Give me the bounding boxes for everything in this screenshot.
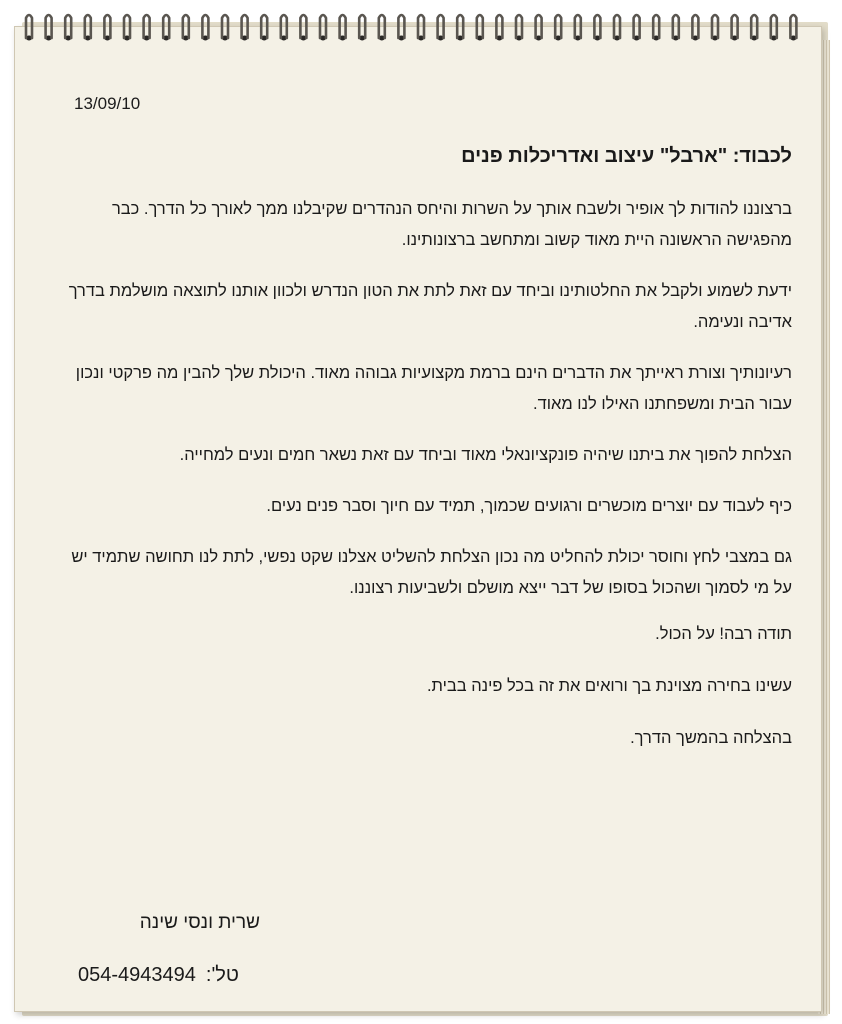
spiral-ring (340, 15, 346, 41)
spiral-ring (26, 15, 32, 41)
spiral-ring (790, 15, 796, 41)
letter-paragraph: ידעת לשמוע ולקבל את החלטותינו וביחד עם זאת לתת את הטון הנדרש ולכוון אותנו לתוצאה מושלמת בדרך אדיבה ונעימה. (68, 282, 792, 331)
spiral-ring (163, 15, 169, 41)
spiral-ring (751, 15, 757, 41)
spiral-ring (692, 15, 698, 41)
spiral-ring (712, 15, 718, 41)
spiral-ring (104, 15, 110, 41)
spiral-ring (222, 15, 228, 41)
spiral-ring (398, 15, 404, 41)
spiral-ring (516, 15, 522, 41)
letter-date: 13/09/10 (74, 94, 141, 113)
signature-names: שרית ונסי שינה (139, 912, 260, 933)
letter-body (60, 140, 792, 604)
spiral-ring (496, 15, 502, 41)
phone-number: 054-4943494 (78, 964, 196, 986)
letter-paragraph: רעיונותיך וצורת ראייתך את הדברים הינם ברמת מקצועיות גבוהה מאוד. היכולת שלך להבין מה פרקטי ונכון עבור הבית ומשפחתנו האילו לנו מאוד. (75, 364, 792, 413)
closing-line: תודה רבה! על הכול. (655, 625, 792, 643)
spiral-ring (300, 15, 306, 41)
spiral-ring (653, 15, 659, 41)
spiral-ring (732, 15, 738, 41)
spiral-ring (202, 15, 208, 41)
letter-paragraph: הצלחת להפוך את ביתנו שיהיה פונקציונאלי מאוד וביחד עם זאת נשאר חמים ונעים למחייה. (179, 446, 792, 464)
spiral-ring (320, 15, 326, 41)
spiral-ring (614, 15, 620, 41)
spiral-ring (457, 15, 463, 41)
spiral-ring (634, 15, 640, 41)
spiral-ring (281, 15, 287, 41)
closing-line: עשינו בחירה מצוינת בך ורואים את זה בכל פינה בבית. (426, 677, 792, 695)
spiral-ring (477, 15, 483, 41)
spiral-ring (242, 15, 248, 41)
spiral-ring (85, 15, 91, 41)
spiral-ring (183, 15, 189, 41)
spiral-ring (536, 15, 542, 41)
spiral-ring (575, 15, 581, 41)
spiral-ring (594, 15, 600, 41)
phone-row (78, 964, 239, 987)
spiral-ring (124, 15, 130, 41)
spiral-binding (20, 8, 820, 48)
letter-heading: לכבוד: "ארבל" עיצוב ואדריכלות פנים (461, 145, 792, 167)
spiral-ring (771, 15, 777, 41)
letter-paragraph: כיף לעבוד עם יוצרים מוכשרים ורגועים שכמוך, תמיד עם חיוך וסבר פנים נעים. (266, 497, 792, 515)
spiral-ring (46, 15, 52, 41)
phone-label: טל': (205, 964, 239, 986)
letter-paragraph: גם במצבי לחץ וחוסר יכולת להחליט מה נכון הצלחת להשליט אצלנו שקט נפשי, לתת לנו תחושה שתמיד יש על מי לסמוך ושהכול בסופו של דבר ייצא מושלם ולשביעות רצוננו. (71, 548, 792, 597)
spiral-ring (65, 15, 71, 41)
spiral-ring (438, 15, 444, 41)
letter-paragraph: ברצוננו להודות לך אופיר ולשבח אותך על השרות והיחס הנהדרים שקיבלנו ממך לאורך כל הדרך. כבר מהפגישה הראשונה היית מאוד קשוב ומתחשב ברצונותינו. (111, 200, 792, 249)
spiral-ring (418, 15, 424, 41)
spiral-ring (673, 15, 679, 41)
spiral-ring (379, 15, 385, 41)
letter-closing (60, 620, 792, 776)
spiral-rings (20, 8, 820, 48)
spiral-ring (144, 15, 150, 41)
spiral-ring (555, 15, 561, 41)
spiral-ring (359, 15, 365, 41)
closing-line: בהצלחה בהמשך הדרך. (630, 729, 792, 747)
spiral-ring (261, 15, 267, 41)
